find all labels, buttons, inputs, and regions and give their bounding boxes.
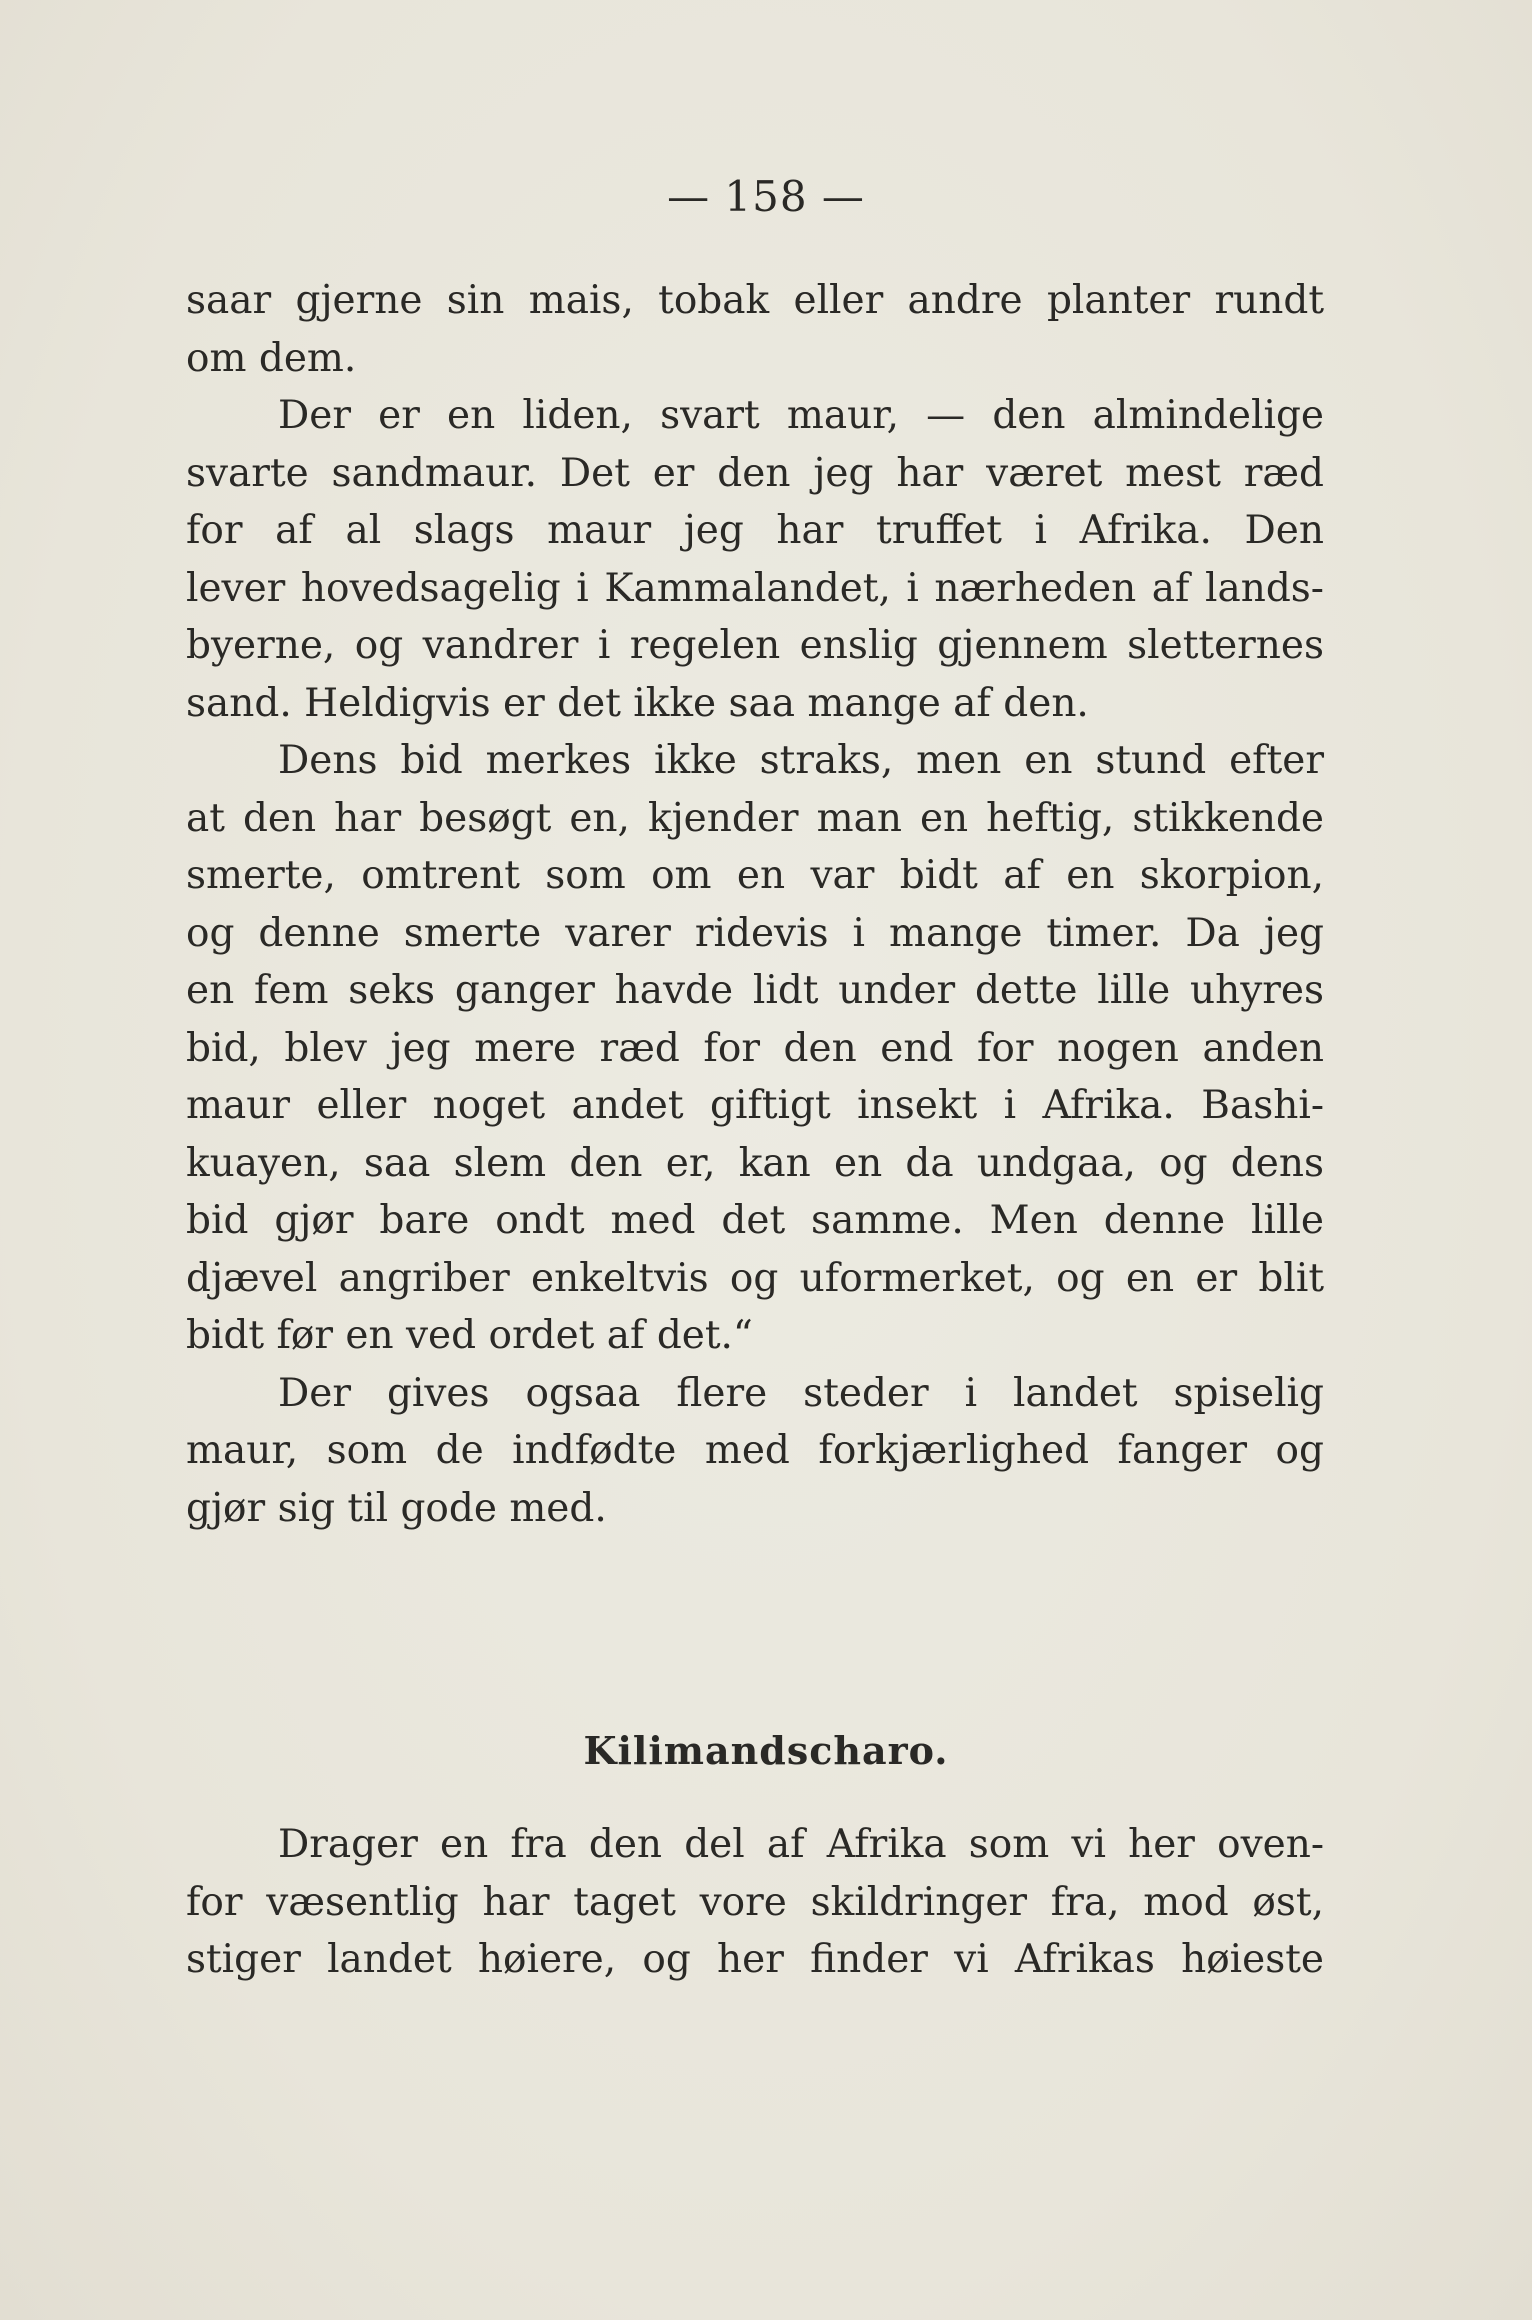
text-line: Der er en liden, svart maur, — den almindelige (278, 393, 1324, 438)
text-line: saar gjerne sin mais, tobak eller andre planter rundt (186, 278, 1324, 323)
text-line: sand. Heldigvis er det ikke saa mange af den. (186, 680, 1089, 726)
text-line: om dem. (186, 335, 357, 381)
text-line: lever hovedsagelig i Kammalandet, i nærheden af lands- (186, 565, 1324, 611)
text-line: og denne smerte varer ridevis i mange timer. Da jeg (186, 910, 1324, 956)
text-line: djævel angriber enkeltvis og uformerket, og en er blit (186, 1255, 1324, 1301)
text-line: Dens bid merkes ikke straks, men en stund efter (278, 738, 1324, 783)
body-text-bottom (186, 1816, 1324, 1989)
text-line: bidt før en ved ordet af det.“ (186, 1313, 753, 1358)
text-line: maur, som de indfødte med forkjærlighed fanger og (186, 1428, 1324, 1473)
text-line: at den har besøgt en, kjender man en heftig, stikkende (186, 795, 1324, 841)
section-heading: Kilimandscharo. (583, 1728, 949, 1773)
text-line: en fem seks ganger havde lidt under dette lille uhyres (186, 968, 1324, 1013)
text-line: Drager en fra den del af Afrika som vi her oven- (278, 1822, 1324, 1867)
text-line: for af al slags maur jeg har truffet i Afrika. Den (186, 508, 1324, 553)
text-line: Der gives ogsaa flere steder i landet spiselig (278, 1370, 1324, 1416)
text-line: maur eller noget andet giftigt insekt i Afrika. Bashi- (186, 1083, 1324, 1128)
text-line: bid gjør bare ondt med det samme. Men denne lille (186, 1198, 1324, 1243)
text-line: svarte sandmaur. Det er den jeg har været mest ræd (186, 450, 1324, 496)
text-line: stiger landet høiere, og her finder vi Afrikas høieste (186, 1937, 1324, 1982)
text-line: kuayen, saa slem den er, kan en da undgaa, og dens (186, 1140, 1324, 1186)
body-text-top (186, 272, 1324, 1537)
text-line: gjør sig til gode med. (186, 1485, 607, 1531)
text-line: smerte, omtrent som om en var bidt af en skorpion, (186, 853, 1324, 898)
page-number: — 158 — (667, 172, 865, 221)
text-line: for væsentlig har taget vore skildringer fra, mod øst, (186, 1879, 1324, 1925)
text-line: bid, blev jeg mere ræd for den end for nogen anden (186, 1025, 1324, 1071)
text-line: byerne, og vandrer i regelen enslig gjennem sletternes (186, 623, 1324, 668)
